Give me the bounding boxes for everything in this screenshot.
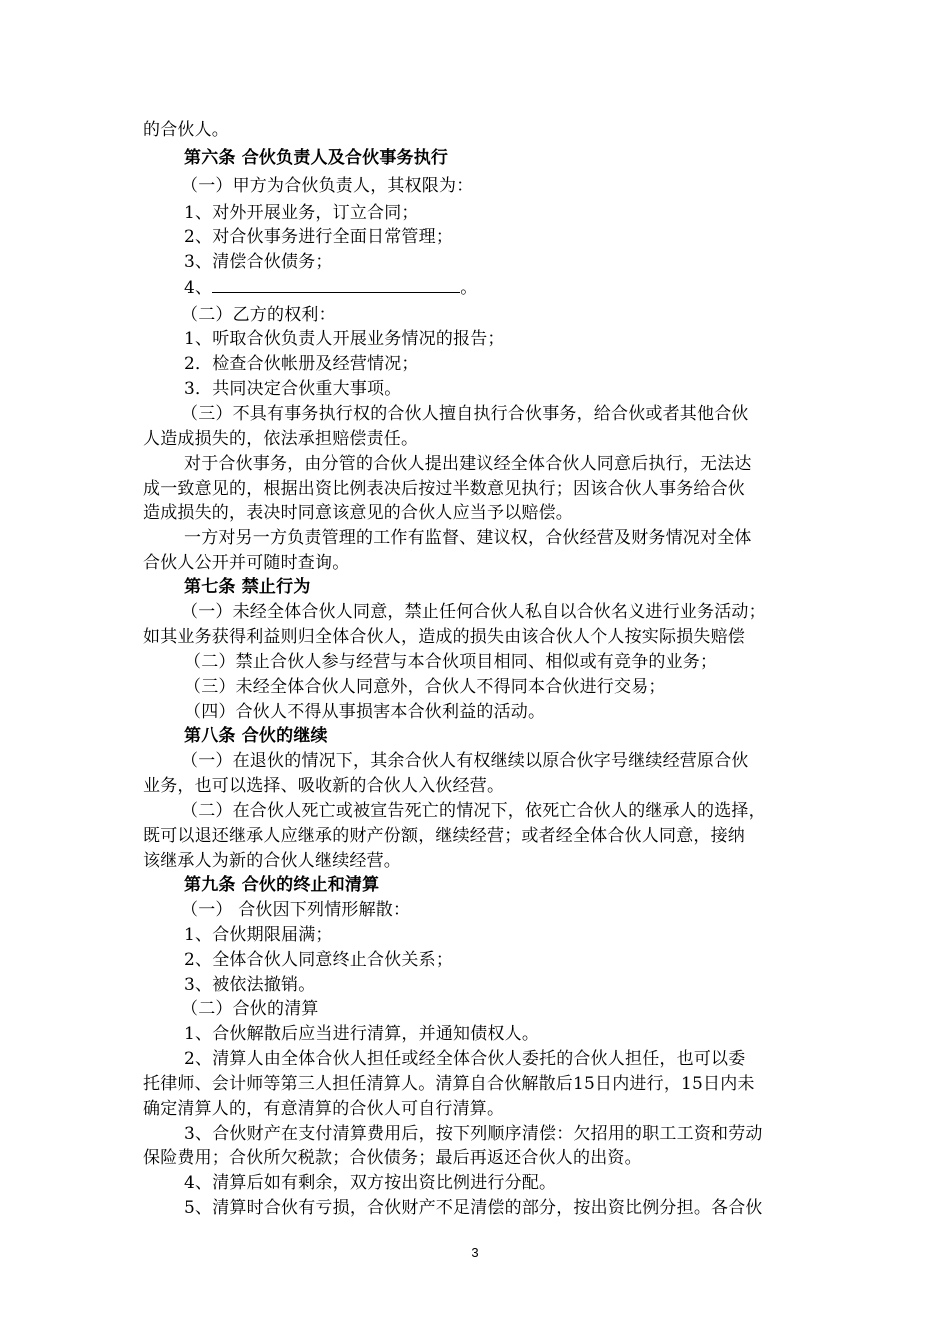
section-heading: 第七条 禁止行为 bbox=[184, 577, 311, 597]
text-line: 3．共同决定合伙重大事项。 bbox=[184, 379, 402, 399]
text-line: 既可以退还继承人应继承的财产份额，继续经营；或者经全体合伙人同意，接纳 bbox=[143, 826, 745, 846]
blank-underline bbox=[212, 276, 460, 293]
text-line: （三）不具有事务执行权的合伙人擅自执行合伙事务，给合伙或者其他合伙 bbox=[181, 404, 749, 424]
text-line: （四）合伙人不得从事损害本合伙利益的活动。 bbox=[184, 702, 546, 722]
section-heading: 第九条 合伙的终止和清算 bbox=[184, 875, 380, 895]
text-line: （二）禁止合伙人参与经营与本合伙项目相同、相似或有竞争的业务； bbox=[184, 652, 718, 672]
text-line: 2、对合伙事务进行全面日常管理； bbox=[184, 227, 454, 247]
item-prefix: 4、 bbox=[184, 278, 213, 298]
section-heading: 第八条 合伙的继续 bbox=[184, 726, 328, 746]
text-line: 的合伙人。 bbox=[143, 120, 229, 140]
text-line: 成一致意见的，根据出资比例表决后按过半数意见执行；因该合伙人事务给合伙 bbox=[143, 479, 745, 499]
item-suffix: 。 bbox=[460, 278, 478, 298]
text-line: 一方对另一方负责管理的工作有监督、建议权，合伙经营及财务情况对全体 bbox=[184, 528, 752, 548]
text-line: 2．检查合伙帐册及经营情况； bbox=[184, 354, 419, 374]
page-number: 3 bbox=[471, 1245, 479, 1260]
text-line: （二）乙方的权利： bbox=[181, 305, 336, 325]
text-line: 保险费用；合伙所欠税款；合伙债务；最后再返还合伙人的出资。 bbox=[143, 1148, 642, 1168]
text-line: 4、清算后如有剩余，双方按出资比例进行分配。 bbox=[184, 1173, 557, 1193]
text-line: 1、合伙期限届满； bbox=[184, 925, 333, 945]
text-line: （一）未经全体合伙人同意，禁止任何合伙人私自以合伙名义进行业务活动； bbox=[181, 602, 766, 622]
text-line: 如其业务获得利益则归全体合伙人，造成的损失由该合伙人个人按实际损失赔偿 bbox=[143, 627, 745, 647]
text-line: （一） 合伙因下列情形解散： bbox=[181, 900, 411, 920]
text-line: 2、全体合伙人同意终止合伙关系； bbox=[184, 950, 454, 970]
text-line: 3、清偿合伙债务； bbox=[184, 252, 333, 272]
text-line: 5、清算时合伙有亏损，合伙财产不足清偿的部分，按出资比例分担。各合伙 bbox=[184, 1198, 763, 1218]
text-line: 合伙人公开并可随时查询。 bbox=[143, 553, 350, 573]
text-line: 造成损失的，表决时同意该意见的合伙人应当予以赔偿。 bbox=[143, 503, 573, 523]
text-line: （二）在合伙人死亡或被宣告死亡的情况下，依死亡合伙人的继承人的选择， bbox=[181, 801, 766, 821]
text-line: 该继承人为新的合伙人继续经营。 bbox=[143, 851, 401, 871]
text-line: 确定清算人的，有意清算的合伙人可自行清算。 bbox=[143, 1099, 505, 1119]
text-line: 业务，也可以选择、吸收新的合伙人入伙经营。 bbox=[143, 776, 505, 796]
fill-in-line bbox=[184, 276, 477, 300]
text-line: 对于合伙事务，由分管的合伙人提出建议经全体合伙人同意后执行，无法达 bbox=[184, 454, 752, 474]
text-line: （一）甲方为合伙负责人，其权限为： bbox=[181, 176, 474, 196]
text-line: 托律师、会计师等第三人担任清算人。清算自合伙解散后15日内进行，15日内未 bbox=[143, 1074, 755, 1094]
text-line: （二）合伙的清算 bbox=[181, 999, 319, 1019]
text-line: 3、被依法撤销。 bbox=[184, 975, 316, 995]
text-line: （三）未经全体合伙人同意外，合伙人不得同本合伙进行交易； bbox=[184, 677, 666, 697]
section-heading: 第六条 合伙负责人及合伙事务执行 bbox=[184, 148, 449, 168]
text-line: 3、合伙财产在支付清算费用后，按下列顺序清偿：欠招用的职工工资和劳动 bbox=[184, 1124, 763, 1144]
text-line: （一）在退伙的情况下，其余合伙人有权继续以原合伙字号继续经营原合伙 bbox=[181, 751, 749, 771]
text-line: 2、清算人由全体合伙人担任或经全体合伙人委托的合伙人担任，也可以委 bbox=[184, 1049, 746, 1069]
text-line: 1、对外开展业务，订立合同； bbox=[184, 203, 419, 223]
text-line: 1、听取合伙负责人开展业务情况的报告； bbox=[184, 329, 505, 349]
text-line: 人造成损失的，依法承担赔偿责任。 bbox=[143, 429, 419, 449]
text-line: 1、合伙解散后应当进行清算，并通知债权人。 bbox=[184, 1024, 540, 1044]
